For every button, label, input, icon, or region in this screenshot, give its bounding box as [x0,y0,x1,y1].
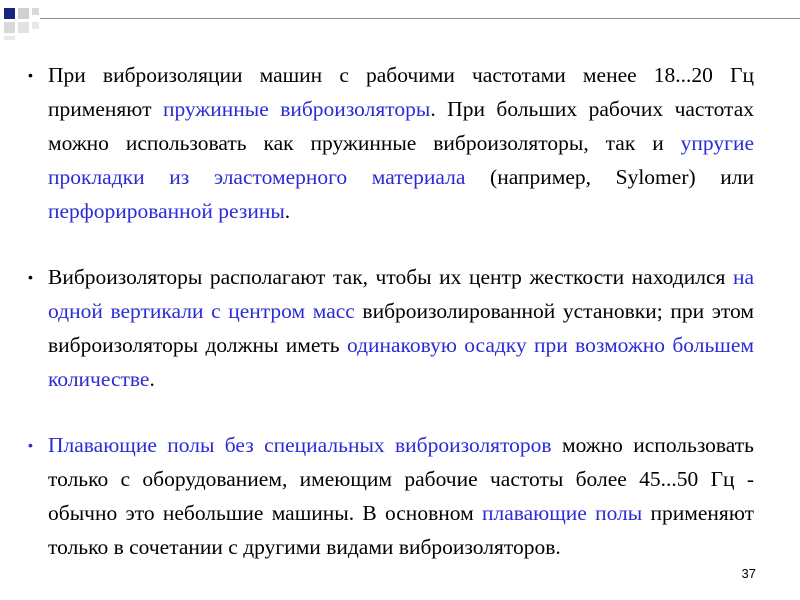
highlighted-term: на одной вертикали с центром масс [48,265,754,323]
paragraph-text: виброизолированной установки; при этом виброизоляторы должны иметь [48,299,754,357]
paragraph-text: . [149,367,155,391]
highlighted-term: упругие прокладки из эластомерного материала [48,131,754,189]
paragraph-text: . При больших рабочих частотах можно использовать как пружинные виброизоляторы, так и [48,97,754,155]
highlighted-term: одинаковую осадку при возможно большем количестве [48,333,754,391]
paragraph-floating-floors [48,428,754,564]
paragraph-text: можно использовать только с оборудованием, имеющим рабочие частоты более 45...50 Гц - обычно это небольшие машины. В основном [48,433,754,525]
paragraph-text: применяют только в сочетании с другими видами виброизоляторов. [48,501,754,559]
highlighted-term: плавающие полы [481,501,643,525]
bullet-marker: • [28,67,33,83]
highlighted-term: Плавающие полы без специальных виброизоляторов [48,433,552,457]
paragraph-spring-isolators [48,58,754,228]
paragraph-text: . [284,199,291,223]
paragraph-text: (например, Sylomer) или [465,165,754,189]
paragraph-text: При виброизоляции машин с рабочими частотами менее 18...20 Гц применяют [48,63,754,121]
highlighted-term: перфорированной резины [48,199,285,223]
bullet-marker: • [28,437,33,453]
paragraph-text: Виброизоляторы располагают так, чтобы их центр жесткости находился [48,265,733,289]
highlighted-term: пружинные виброизоляторы [162,97,431,121]
bullet-marker: • [28,269,33,285]
paragraph-isolator-placement [48,260,754,396]
page-number: 37 [741,566,756,581]
